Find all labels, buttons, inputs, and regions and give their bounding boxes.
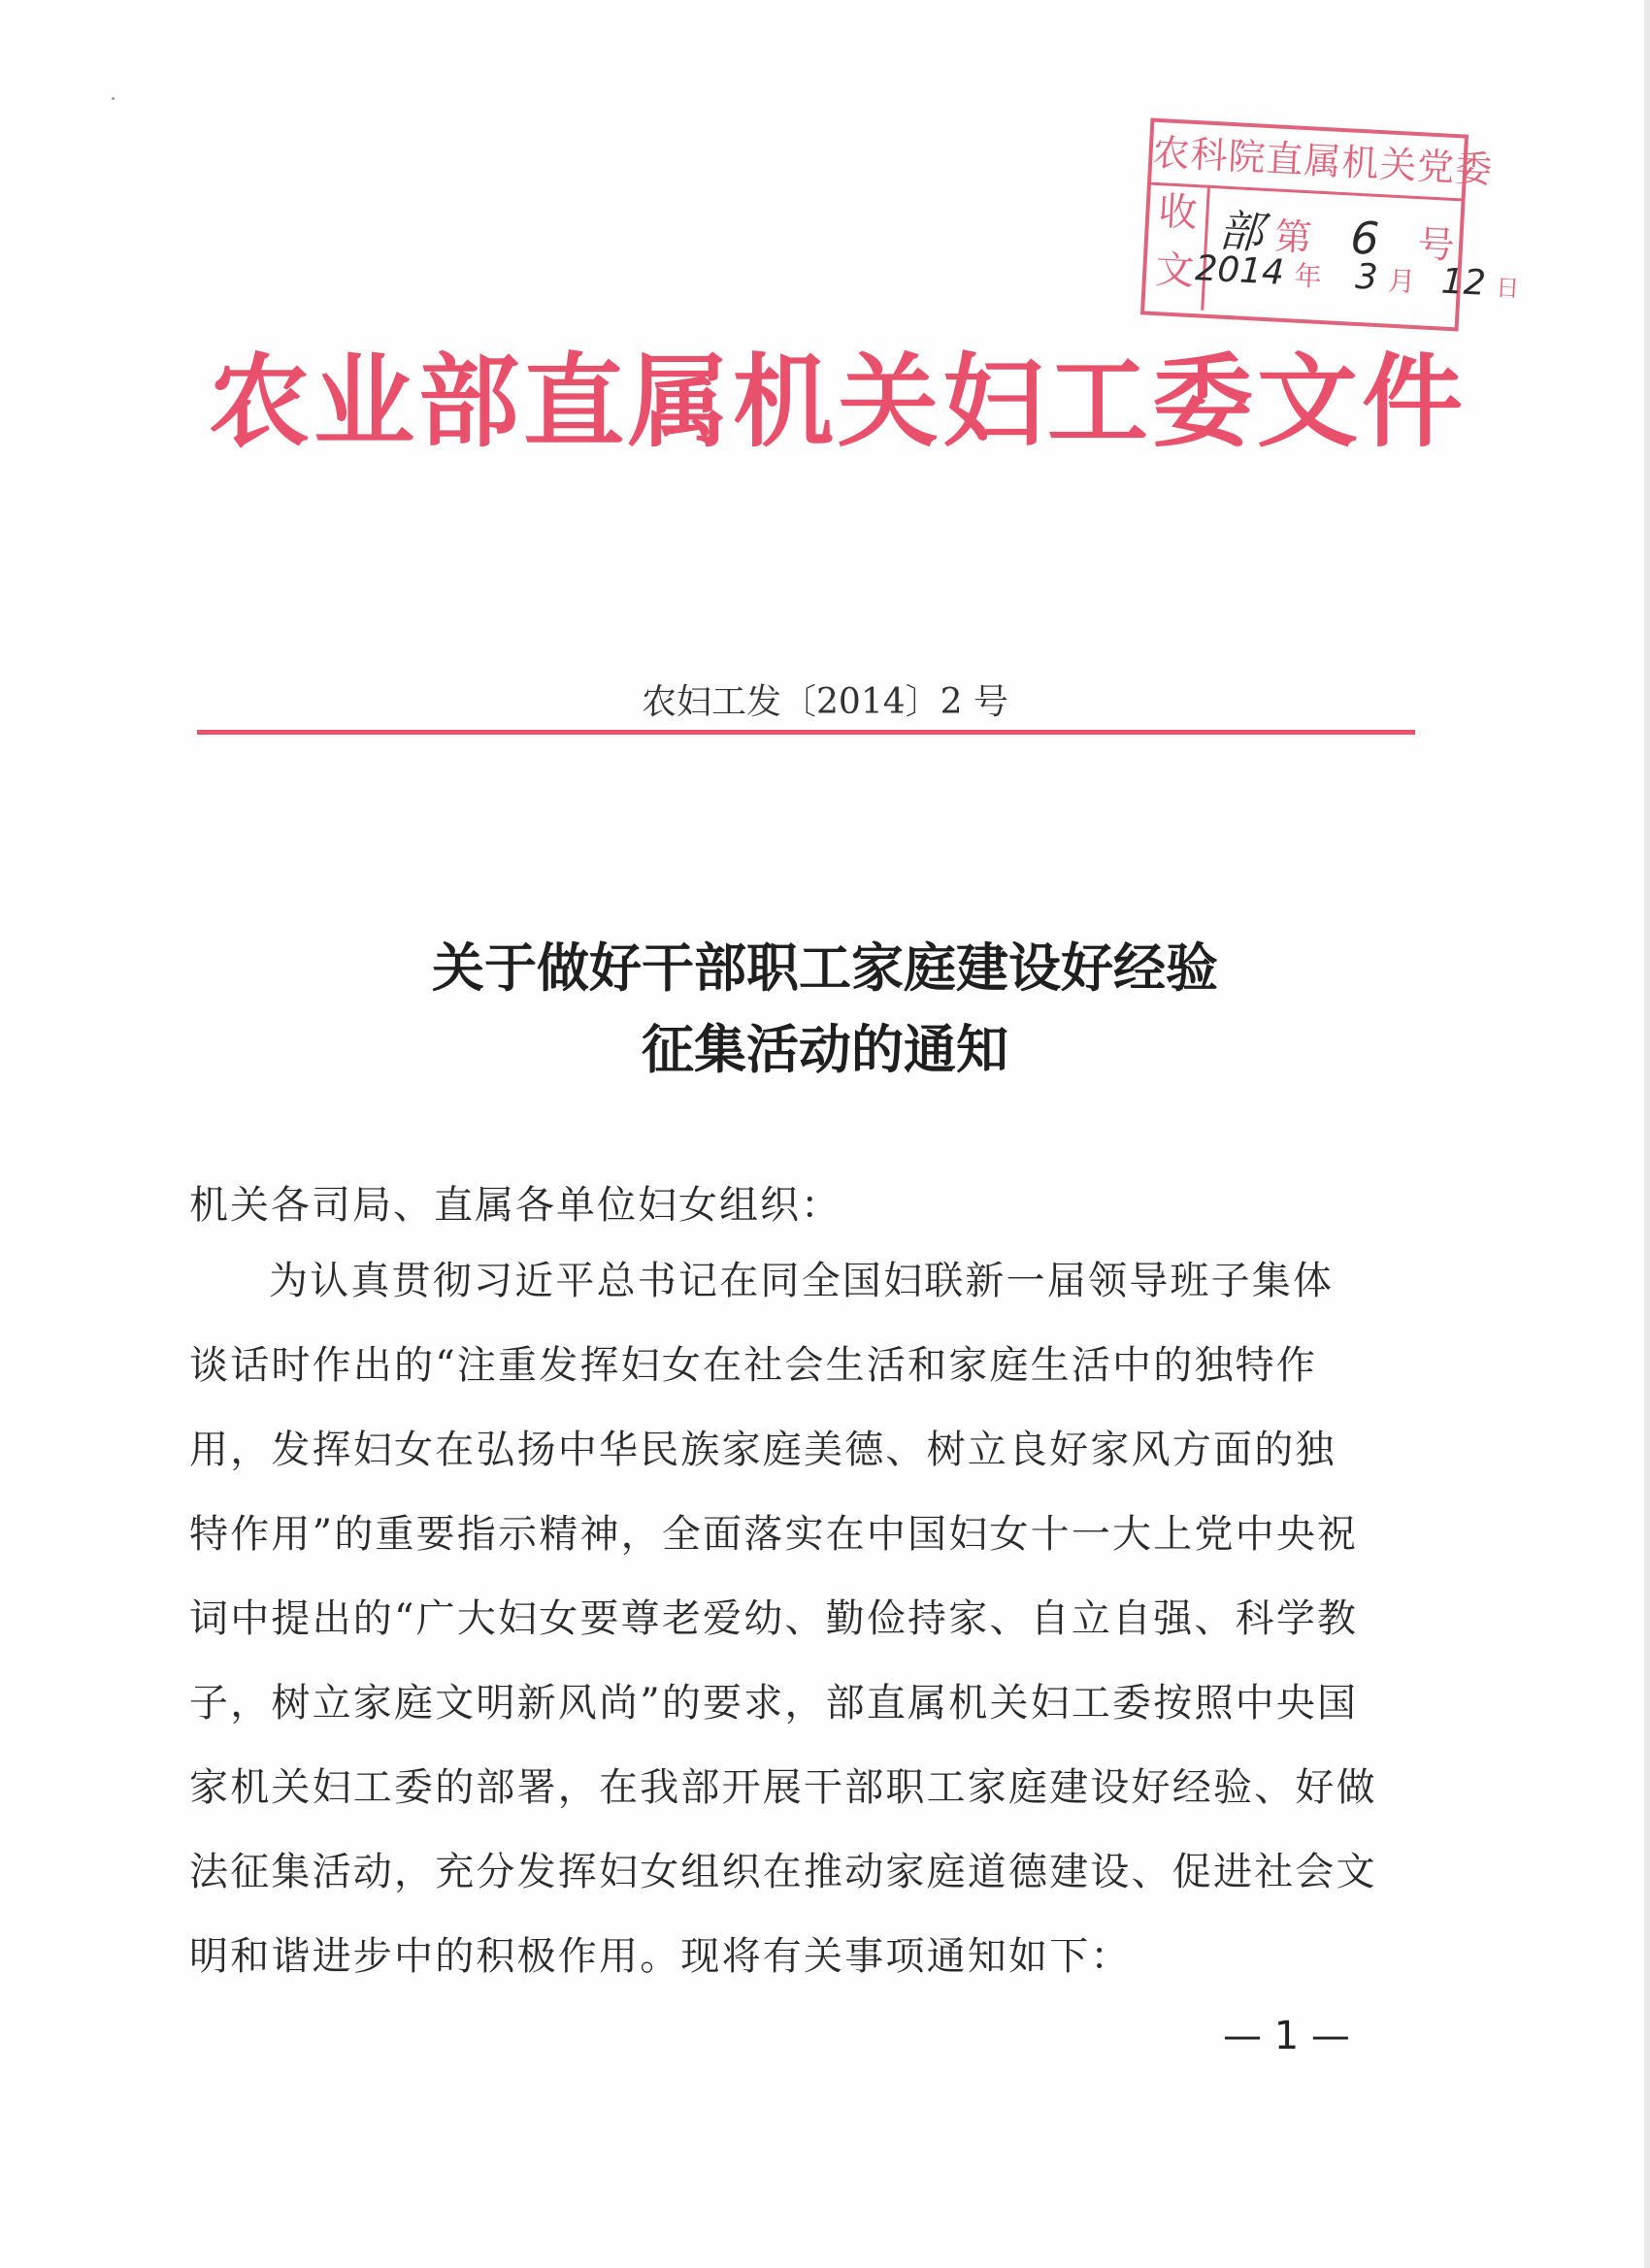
notice-title [0,927,1650,1090]
stamp-side-char-2: 文 [1154,247,1196,295]
stamp-date-month: 3 [1354,256,1379,298]
body-line: 为认真贯彻习近平总书记在同全国妇联新一届领导班子集体 [269,1259,1335,1303]
stamp-side-label [1144,182,1210,311]
body-line: 用，发挥妇女在弘扬中华民族家庭美德、树立良好家风方面的独 [189,1428,1336,1472]
stamp-date-year: 2014 [1194,248,1286,293]
document-header-title: 农业部直属机关妇工委文件 [209,342,1468,461]
stamp-handwritten-prefix: 部 [1217,204,1265,259]
header-divider [197,730,1415,735]
stamp-month-label: 月 [1387,264,1416,299]
scan-speck [112,97,115,100]
document-number: 农妇工发〔2014〕2 号 [642,682,1008,722]
body-line: 明和谐进步中的积极作用。现将有关事项通知如下： [189,1934,1132,1979]
notice-title-line-1: 关于做好干部职工家庭建设好经验 [432,937,1218,999]
body-line: 谈话时作出的“注重发挥妇女在社会生活和家庭生活中的独特作 [189,1343,1318,1388]
receipt-stamp [1140,118,1521,332]
body-line: 特作用”的重要指示精神，全面落实在中国妇女十一大上党中央祝 [189,1512,1359,1557]
notice-title-line-2: 征集活动的通知 [642,1018,1008,1080]
stamp-title: 农科院直属机关党委 [1151,122,1465,202]
stamp-date-day: 12 [1439,261,1487,304]
stamp-side-char-1: 收 [1157,189,1199,237]
stamp-date-row [1194,248,1520,305]
stamp-number-suffix: 号 [1416,222,1456,268]
body-line: 法征集活动，充分发挥妇女组织在推动家庭道德建设、促进社会文 [189,1850,1377,1894]
body-line: 子，树立家庭文明新风尚”的要求，部直属机关妇工委按照中央国 [189,1681,1359,1726]
page-number: — 1 — [1223,2014,1350,2058]
stamp-day-label: 日 [1495,274,1521,303]
body-text [189,1252,1393,2012]
stamp-year-label: 年 [1293,259,1323,293]
salutation: 机关各司局、直属各单位妇女组织： [189,1183,842,1228]
body-line: 家机关妇工委的部署，在我部开展干部职工家庭建设好经验、好做 [189,1765,1377,1810]
stamp-number-value: 6 [1349,211,1381,266]
body-line: 词中提出的“广大妇女要尊老爱幼、勤俭持家、自立自强、科学教 [189,1596,1359,1641]
stamp-number-label: 第 [1273,214,1313,260]
scan-edge [1644,0,1650,2268]
